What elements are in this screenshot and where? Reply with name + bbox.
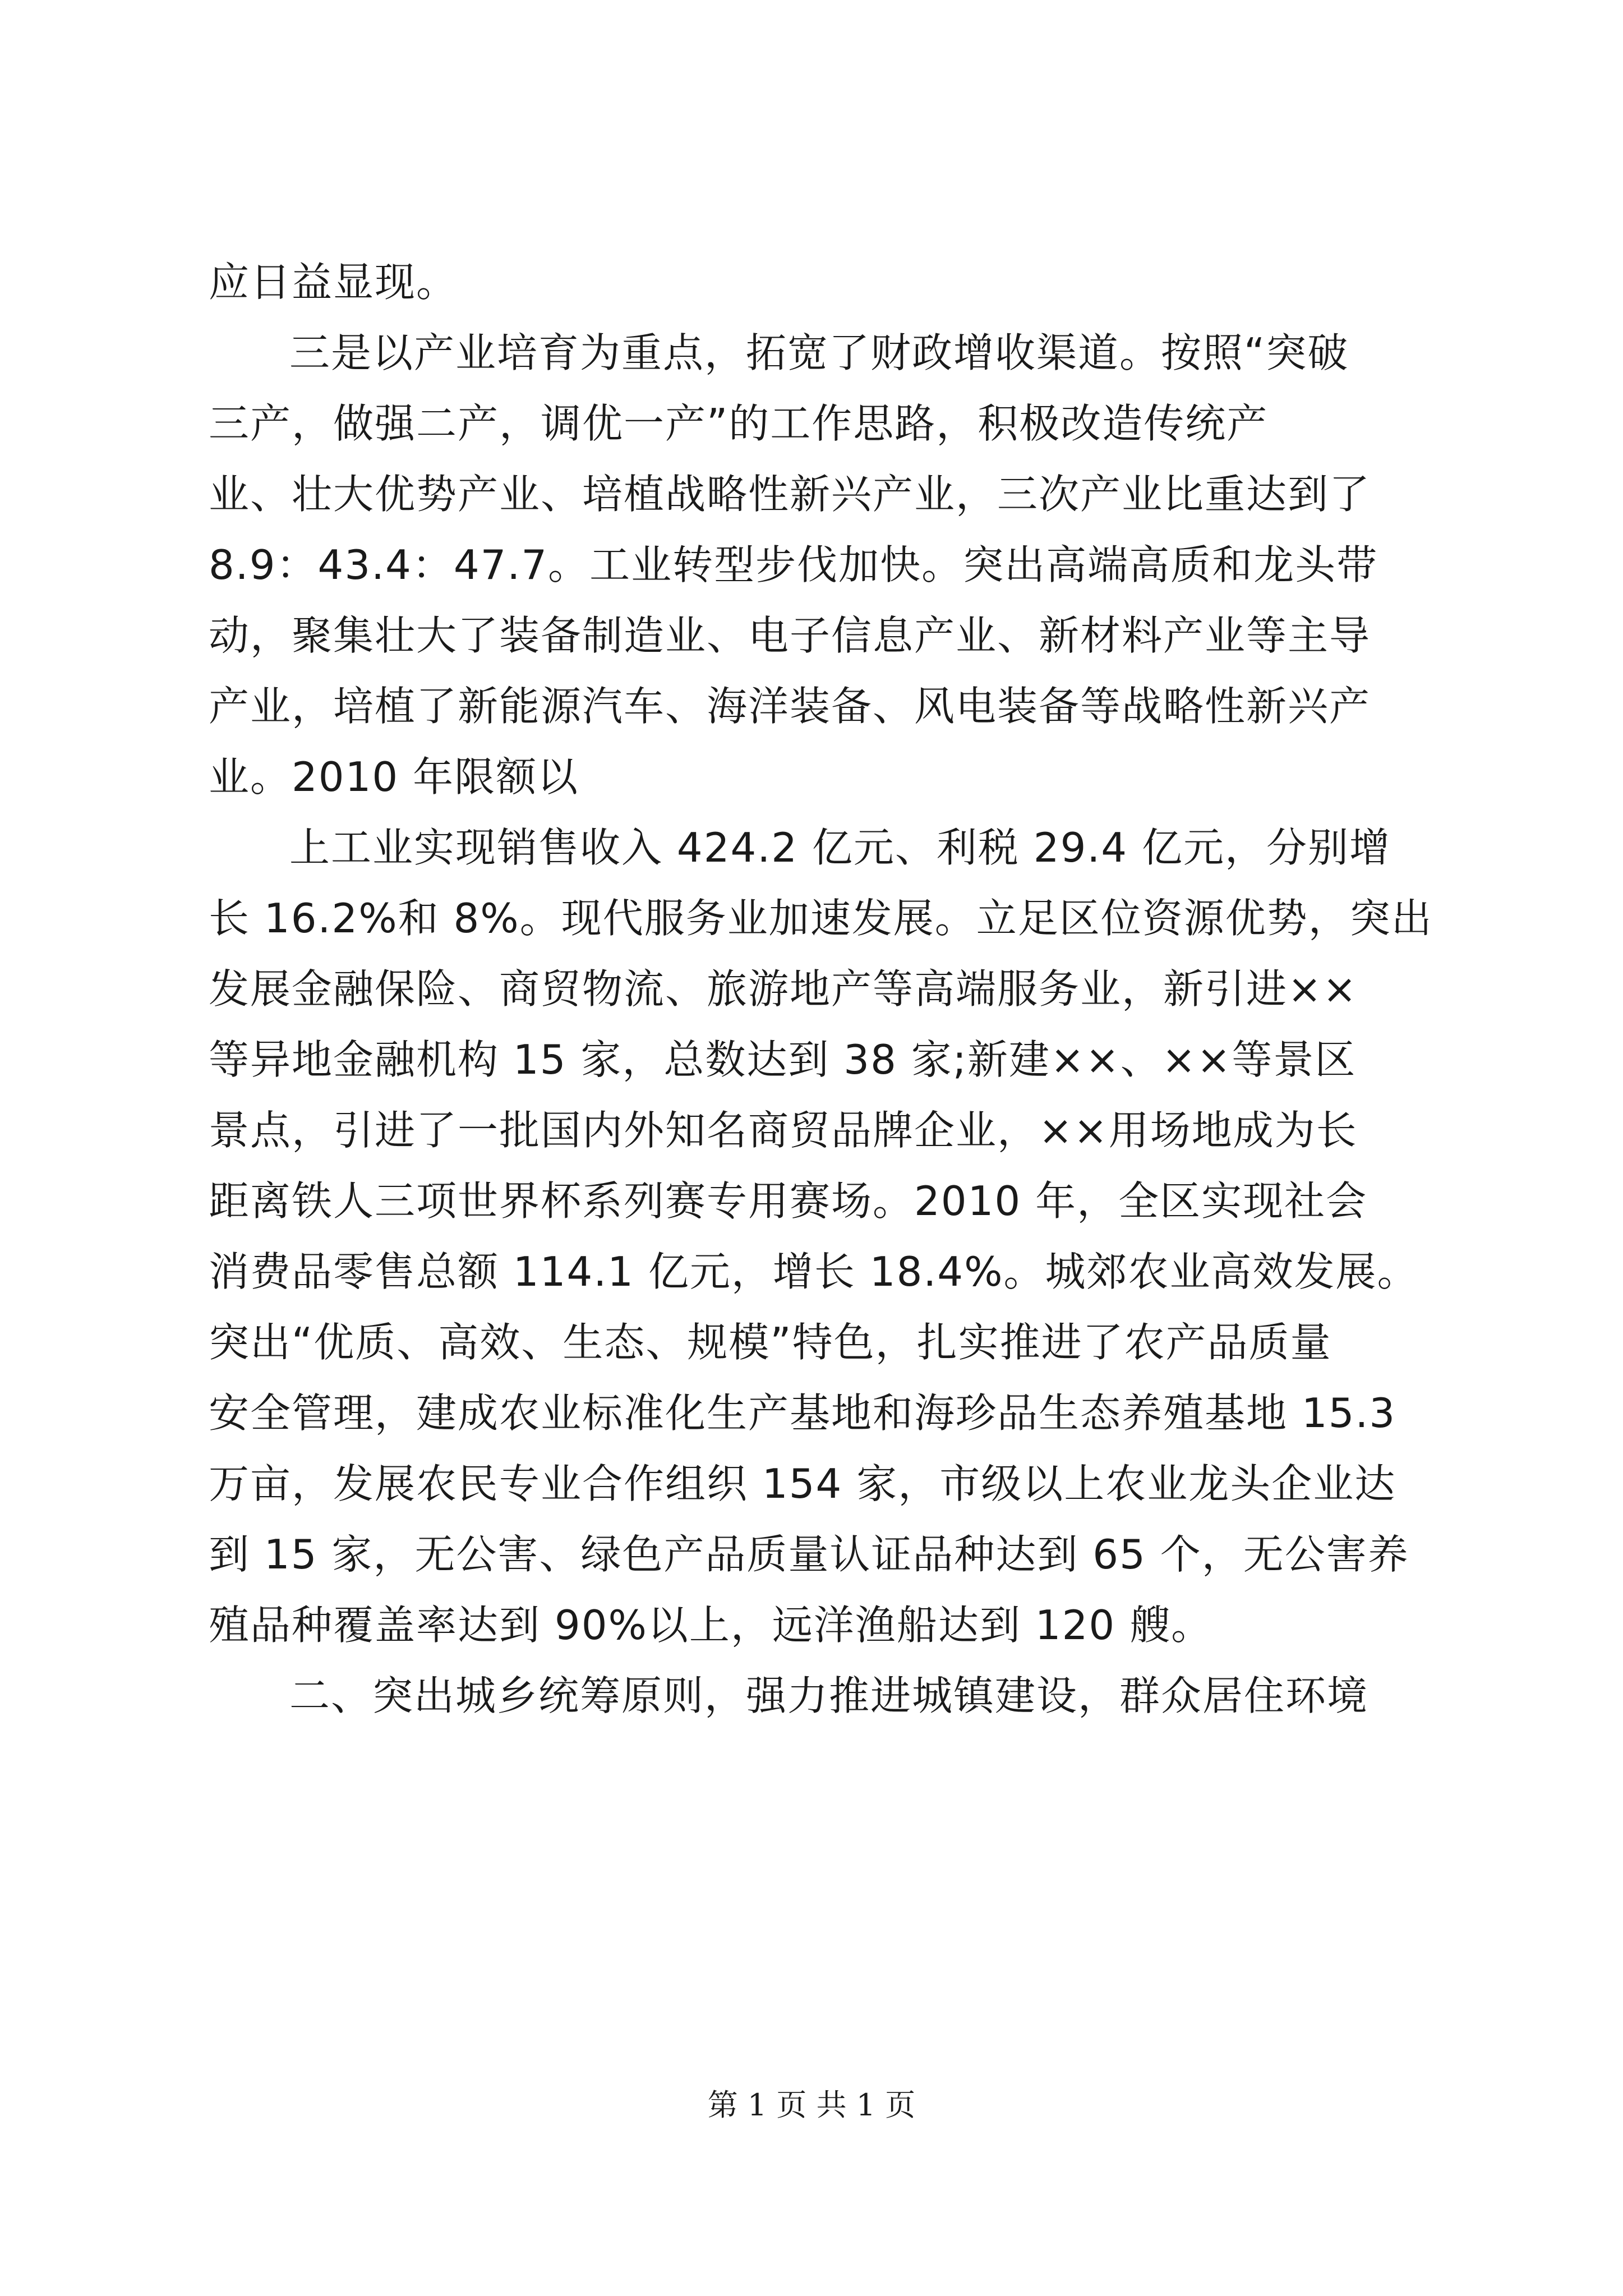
page-footer — [0, 2086, 1623, 2125]
text-line: 万亩，发展农民专业合作组织 154 家，市级以上农业龙头企业达 — [209, 1460, 1396, 1507]
text-line: 业。2010 年限额以 — [209, 753, 579, 800]
text-line: 业、壮大优势产业、培植战略性新兴产业，三次产业比重达到了 — [209, 471, 1371, 518]
text-line: 景点，引进了一批国内外知名商贸品牌企业，××用场地成为长 — [209, 1107, 1358, 1154]
text-line: 距离铁人三项世界杯系列赛专用赛场。2010 年，全区实现社会 — [209, 1177, 1368, 1225]
text-line: 应日益显现。 — [209, 259, 458, 306]
body-text — [209, 247, 1433, 1731]
text-line: 8.9：43.4：47.7。工业转型步伐加快。突出高端高质和龙头带 — [209, 541, 1378, 588]
text-line: 突出“优质、高效、生态、规模”特色，扎实推进了农产品质量 — [209, 1319, 1332, 1366]
page-number-label: 第 1 页 共 1 页 — [707, 2087, 916, 2123]
text-line: 产业，培植了新能源汽车、海洋装备、风电装备等战略性新兴产 — [209, 683, 1371, 730]
text-line: 等异地金融机构 15 家，总数达到 38 家;新建××、××等景区 — [209, 1036, 1357, 1083]
text-line: 长 16.2%和 8%。现代服务业加速发展。立足区位资源优势，突出 — [209, 895, 1433, 942]
text-line: 二、突出城乡统筹原则，强力推进城镇建设，群众居住环境 — [289, 1672, 1369, 1719]
text-line: 消费品零售总额 114.1 亿元，增长 18.4%。城郊农业高效发展。 — [209, 1248, 1419, 1295]
text-line: 安全管理，建成农业标准化生产基地和海珍品生态养殖基地 15.3 — [209, 1389, 1396, 1437]
text-line: 发展金融保险、商贸物流、旅游地产等高端服务业，新引进×× — [209, 965, 1358, 1013]
text-line: 动，聚集壮大了装备制造业、电子信息产业、新材料产业等主导 — [209, 612, 1371, 659]
text-line: 殖品种覆盖率达到 90%以上，远洋渔船达到 120 艘。 — [209, 1602, 1213, 1649]
text-line: 三是以产业培育为重点，拓宽了财政增收渠道。按照“突破 — [289, 329, 1349, 376]
text-line: 上工业实现销售收入 424.2 亿元、利税 29.4 亿元，分别增 — [289, 824, 1391, 871]
text-line: 三产，做强二产，调优一产”的工作思路，积极改造传统产 — [209, 400, 1269, 447]
text-line: 到 15 家，无公害、绿色产品质量认证品种达到 65 个，无公害养 — [209, 1531, 1409, 1578]
